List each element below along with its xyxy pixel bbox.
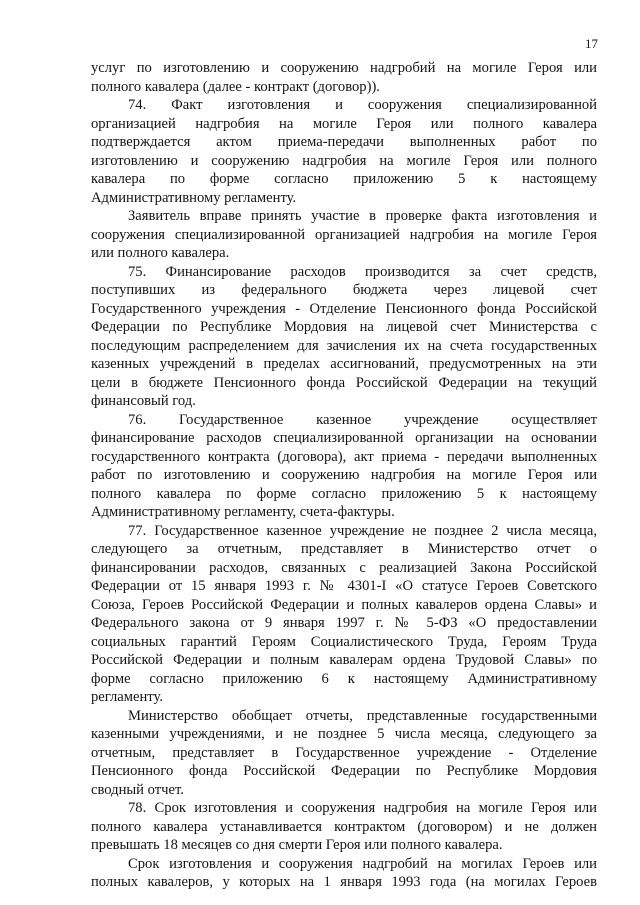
text-line: полного кавалера устанавливается контрактом (договором) и не должен bbox=[91, 818, 597, 835]
text-line: полных кавалеров, у которых на 1 января 1993 года (на могилах Героев bbox=[91, 874, 597, 890]
text-line: сооружения специализированной организацией надгробия на могиле Героя bbox=[91, 226, 597, 243]
text-line: Федерального закона от 9 января 1997 г. № 5-ФЗ «О предоставлении bbox=[91, 615, 597, 631]
text-line: поступивших из федерального бюджета через лицевой счет bbox=[91, 282, 597, 298]
text-line: финансовый год. bbox=[91, 393, 196, 409]
text-line: Заявитель вправе принять участие в проверке факта изготовления и bbox=[128, 208, 597, 224]
text-line: Срок изготовления и сооружения надгробий на могилах Героев или bbox=[128, 855, 597, 872]
text-line: Государственного учреждения - Отделение Пенсионного фонда Российской bbox=[91, 300, 597, 317]
text-line: Административному регламенту, счета-фактуры. bbox=[91, 504, 395, 520]
text-line: Российской Федерации и полным кавалерам ордена Трудовой Славы» по bbox=[91, 652, 597, 668]
text-line: Административному регламенту. bbox=[91, 189, 297, 206]
text-line: государственного контракта (договора), акт приема - передачи выполненных bbox=[91, 448, 597, 465]
text-line: изготовлению и сооружению надгробия на могиле Героя или полного bbox=[91, 152, 597, 169]
text-line: регламенту. bbox=[91, 689, 163, 705]
text-line: организацией надгробия на могиле Героя или полного кавалера bbox=[91, 115, 597, 132]
text-line: 75. Финансирование расходов производится за счет средств, bbox=[128, 263, 597, 280]
text-line: работ по изготовлению и сооружению надгробия на могиле Героя или bbox=[91, 467, 597, 483]
text-line: Федерации от 15 января 1993 г. № 4301-I «О статусе Героев Советского bbox=[91, 578, 597, 594]
text-line: полного кавалера по форме согласно приложению 5 к настоящему bbox=[91, 485, 597, 502]
text-line: социальных гарантий Героям Социалистического Труда, Героям Труда bbox=[91, 633, 597, 650]
text-line: форме согласно приложению 6 к настоящему Административному bbox=[91, 670, 597, 687]
page-number: 17 bbox=[585, 36, 598, 51]
text-line: Союза, Героев Российской Федерации и полных кавалеров ордена Славы» и bbox=[91, 596, 597, 613]
text-line: казенными учреждениями, и не позднее 5 числа месяца, следующего за bbox=[91, 726, 597, 742]
text-line: следующего за отчетным, представляет в Министерство отчет о bbox=[91, 541, 597, 557]
text-line: последующим распределением для зачисления их на счета государственных bbox=[91, 337, 597, 354]
text-line: 78. Срок изготовления и сооружения надгробия на могиле Героя или bbox=[128, 800, 597, 816]
text-line: финансирование расходов специализированной организации на основании bbox=[91, 430, 597, 446]
text-line: 74. Факт изготовления и сооружения специализированной bbox=[128, 97, 597, 113]
text-line: подтверждается актом приема-передачи выполненных работ по bbox=[91, 134, 597, 150]
text-line: Федерации по Республике Мордовия на лицевой счет Министерства с bbox=[91, 319, 597, 335]
text-line: финансировании расходов, связанных с реализацией Закона Российской bbox=[91, 559, 597, 576]
text-line: превышать 18 месяцев со дня смерти Героя или полного кавалера. bbox=[91, 837, 503, 853]
text-line: цели в бюджете Пенсионного фонда Российской Федерации на текущий bbox=[91, 374, 597, 391]
document-body bbox=[91, 59, 597, 892]
text-line: 77. Государственное казенное учреждение не позднее 2 числа месяца, bbox=[128, 522, 597, 539]
text-line: услуг по изготовлению и сооружению надгробий на могиле Героя или bbox=[91, 60, 597, 76]
text-line: сводный отчет. bbox=[91, 781, 184, 798]
text-line: казенных учреждений в пределах ассигнований, предусмотренных на эти bbox=[91, 356, 597, 372]
text-line: Министерство обобщает отчеты, представленные государственными bbox=[128, 707, 597, 724]
text-line: 76. Государственное казенное учреждение осуществляет bbox=[128, 411, 597, 428]
text-line: Пенсионного фонда Российской Федерации по Республике Мордовия bbox=[91, 763, 597, 779]
text-line: полного кавалера (далее - контракт (договор)). bbox=[91, 78, 380, 95]
text-line: кавалера по форме согласно приложению 5 к настоящему bbox=[91, 171, 597, 187]
text-line: отчетным, представляет в Государственное учреждение - Отделение bbox=[91, 744, 597, 761]
text-line: или полного кавалера. bbox=[91, 245, 230, 261]
